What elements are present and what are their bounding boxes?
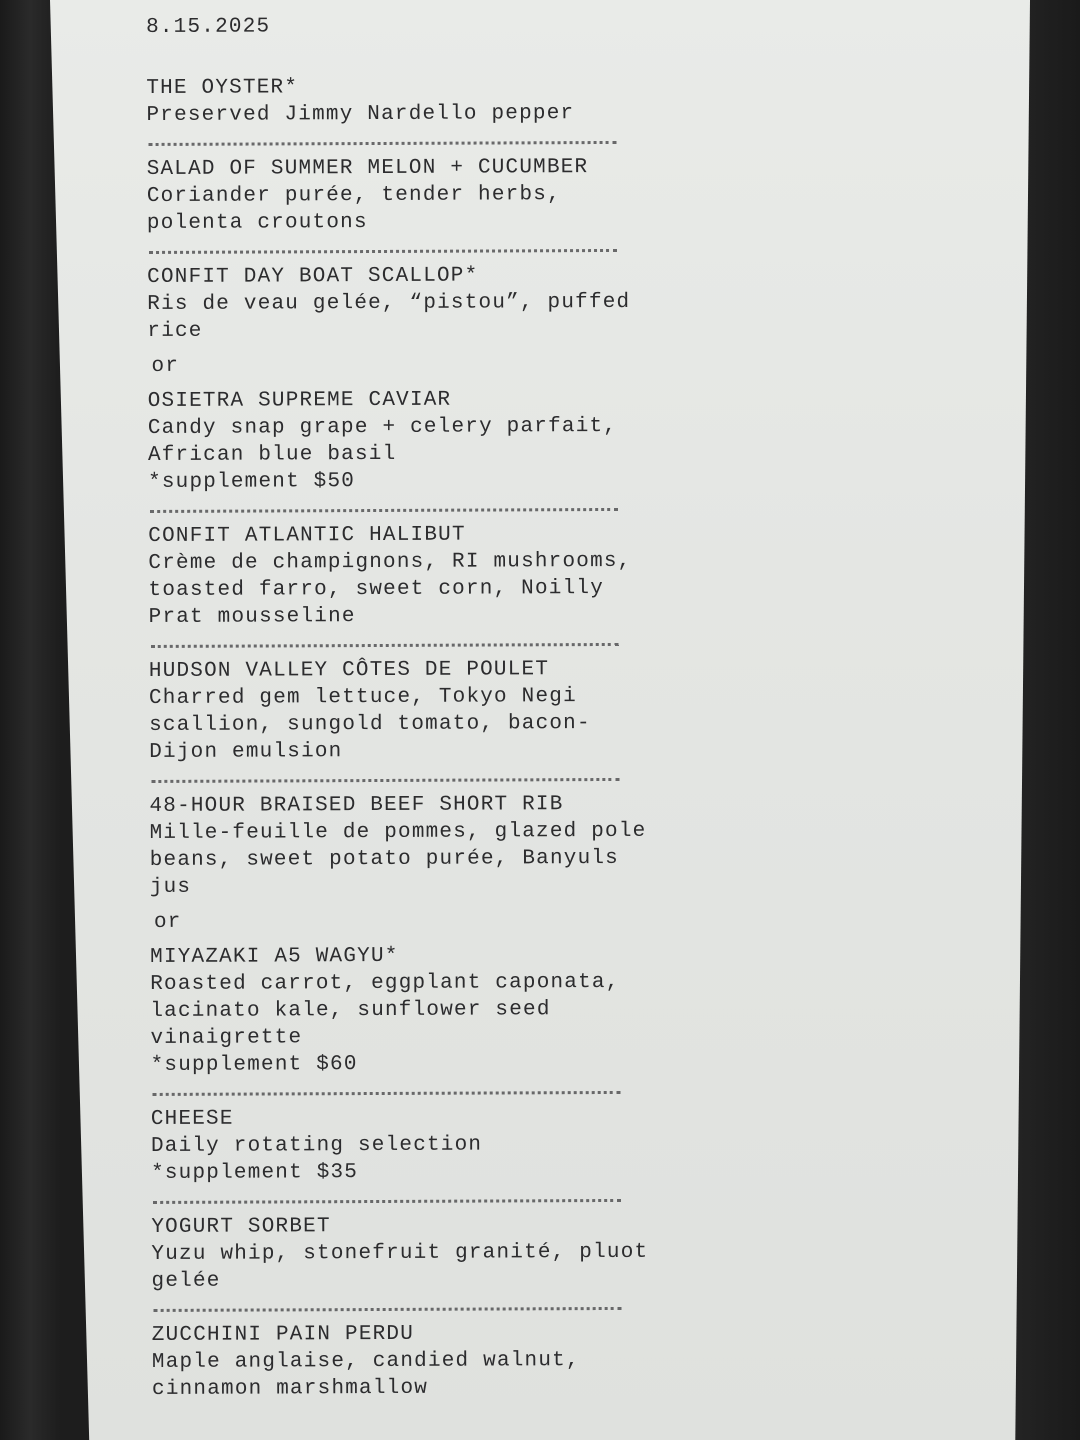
course-title: YOGURT SORBET (151, 1215, 331, 1239)
alternate-course-title: MIYAZAKI A5 WAGYU* (150, 944, 399, 969)
supplement-price: *supplement $50 (147, 470, 356, 494)
dotted-divider (153, 1199, 621, 1204)
course-description: Ris de veau gelée, “pistou”, puffed rice (147, 290, 631, 343)
course-description: Charred gem lettuce, Tokyo Negi scallion, sungold tomato, bacon- Dijon emulsion (148, 685, 591, 764)
course-salad (147, 153, 727, 237)
dotted-divider (149, 249, 617, 254)
course-cheese (151, 1103, 731, 1187)
course-description: Daily rotating selection (150, 1133, 483, 1158)
course-description: Crème de champignons, RI mushrooms, toasted farro, sweet corn, Noilly Prat mousseline (148, 549, 632, 629)
course-description: Mille-feuille de pommes, glazed pole beans, sweet potato purée, Banyuls jus (149, 819, 647, 899)
alternate-course-description: Roasted carrot, eggplant caponata, lacinato kale, sunflower seed vinaigrette (150, 970, 620, 1050)
course-title: CHEESE (150, 1107, 234, 1131)
alternate-course-title: OSIETRA SUPREME CAVIAR (147, 388, 452, 413)
course-title: ZUCCHINI PAIN PERDU (151, 1322, 415, 1347)
dotted-divider (154, 1307, 622, 1312)
course-oyster (146, 72, 726, 129)
dotted-divider (150, 508, 618, 513)
or-separator: or (151, 354, 180, 378)
course-description: Yuzu whip, stonefruit granité, pluot gelée (151, 1240, 649, 1293)
course-title: 48-HOUR BRAISED BEEF SHORT RIB (149, 793, 564, 818)
supplement-price: *supplement $35 (151, 1161, 359, 1185)
dotted-divider (151, 778, 619, 783)
course-sorbet (151, 1211, 731, 1295)
course-title: THE OYSTER* (146, 76, 299, 100)
course-description: Maple anglaise, candied walnut, cinnamon marshmallow (151, 1349, 580, 1401)
menu-date: 8.15.2025 (146, 15, 271, 39)
course-scallop (147, 261, 728, 496)
course-halibut (148, 520, 728, 631)
course-title: HUDSON VALLEY CÔTES DE POULET (148, 658, 550, 683)
supplement-price: *supplement $60 (150, 1053, 358, 1077)
course-description: Coriander purée, tender herbs, polenta croutons (146, 183, 561, 235)
dotted-divider (153, 1091, 621, 1096)
dotted-divider (149, 141, 617, 146)
dotted-divider (151, 643, 619, 648)
course-title: SALAD OF SUMMER MELON + CUCUMBER (146, 156, 589, 181)
course-poulet (149, 655, 729, 766)
alternate-course-description: Candy snap grape + celery parfait, African blue basil (147, 414, 618, 467)
course-title: CONFIT ATLANTIC HALIBUT (148, 523, 466, 548)
course-description: Preserved Jimmy Nardello pepper (146, 102, 575, 127)
course-pain-perdu (152, 1319, 732, 1403)
tasting-menu (146, 11, 732, 1403)
course-title: CONFIT DAY BOAT SCALLOP* (147, 264, 479, 289)
course-short-rib (149, 790, 730, 1079)
or-separator: or (153, 910, 182, 934)
